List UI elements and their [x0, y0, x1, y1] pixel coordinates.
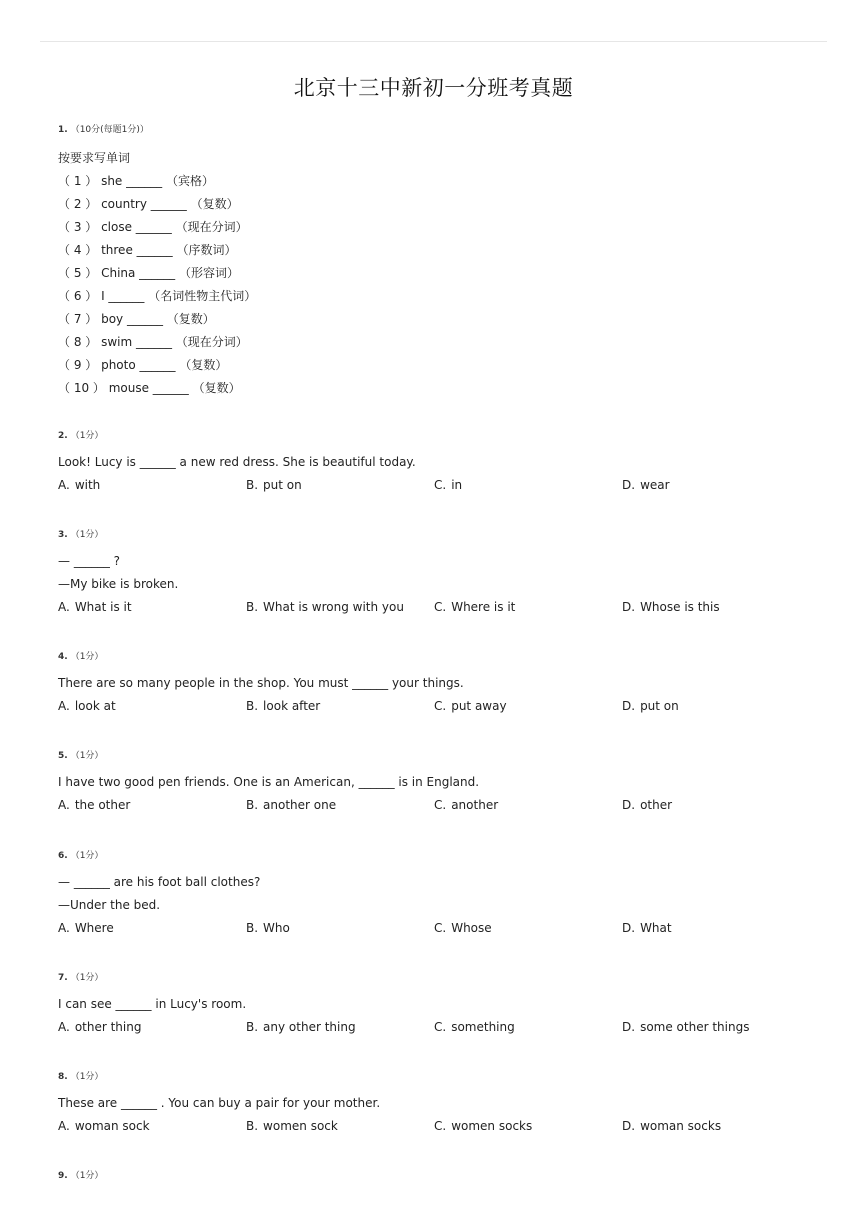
q1-item-9: （ 9 ） photo ______ （复数） — [58, 358, 228, 372]
page-title: 北京十三中新初一分班考真题 — [293, 76, 574, 100]
q1-item-3: （ 3 ） close ______ （现在分词） — [58, 220, 248, 234]
q1-item-5: （ 5 ） China ______ （形容词） — [58, 266, 239, 280]
question-9-header — [58, 1168, 103, 1181]
question-number: 2. — [58, 431, 68, 441]
question-number: 4. — [58, 652, 68, 662]
q1-item-7: （ 7 ） boy ______ （复数） — [58, 312, 215, 326]
top-divider — [40, 41, 827, 42]
q5-option-d: D. other — [622, 798, 673, 812]
question-score: （1分） — [70, 431, 104, 441]
question-number: 7. — [58, 973, 68, 983]
q1-item-8: （ 8 ） swim ______ （现在分词） — [58, 335, 248, 349]
question-score: （1分） — [70, 973, 104, 983]
q2-option-c: C. in — [434, 478, 463, 492]
q4-option-d: D. put on — [622, 699, 679, 713]
question-score: （10分(每题1分)） — [70, 125, 149, 135]
question-2-header — [58, 428, 103, 441]
q2-option-a: A. with — [58, 478, 101, 492]
q6-option-c: C. Whose — [434, 921, 492, 935]
question-4-header — [58, 649, 103, 662]
q8-option-b: B. women sock — [246, 1119, 338, 1133]
q5-option-c: C. another — [434, 798, 499, 812]
q7-option-c: C. something — [434, 1020, 515, 1034]
question-6-header — [58, 848, 103, 861]
q3-option-a: A. What is it — [58, 600, 132, 614]
question-score: （1分） — [70, 1072, 104, 1082]
q8-option-a: A. woman sock — [58, 1119, 150, 1133]
question-3-header — [58, 527, 103, 540]
question-number: 6. — [58, 851, 68, 861]
q4-option-c: C. put away — [434, 699, 507, 713]
q2-option-b: B. put on — [246, 478, 302, 492]
question-number: 9. — [58, 1171, 68, 1181]
question-3-stem-2: —My bike is broken. — [58, 577, 179, 591]
q5-option-a: A. the other — [58, 798, 131, 812]
q6-option-b: B. Who — [246, 921, 290, 935]
q3-option-d: D. Whose is this — [622, 600, 720, 614]
question-6-stem-2: —Under the bed. — [58, 898, 161, 912]
question-score: （1分） — [70, 851, 104, 861]
question-7-stem: I can see ______ in Lucy's room. — [58, 997, 247, 1011]
question-7-header — [58, 970, 103, 983]
question-number: 1. — [58, 125, 68, 135]
question-5-stem: I have two good pen friends. One is an American, ______ is in England. — [58, 775, 480, 789]
q8-option-d: D. woman socks — [622, 1119, 722, 1133]
q1-item-10: （ 10 ） mouse ______ （复数） — [58, 381, 241, 395]
question-score: （1分） — [70, 652, 104, 662]
q7-option-d: D. some other things — [622, 1020, 750, 1034]
q2-option-d: D. wear — [622, 478, 670, 492]
q3-option-c: C. Where is it — [434, 600, 516, 614]
q1-item-2: （ 2 ） country ______ （复数） — [58, 197, 239, 211]
q4-option-a: A. look at — [58, 699, 116, 713]
question-number: 8. — [58, 1072, 68, 1082]
question-1-header — [58, 122, 149, 135]
q7-option-a: A. other thing — [58, 1020, 142, 1034]
q1-item-6: （ 6 ） I ______ （名词性物主代词） — [58, 289, 257, 303]
q6-option-d: D. What — [622, 921, 672, 935]
question-8-stem: These are ______ . You can buy a pair for your mother. — [58, 1096, 381, 1110]
question-score: （1分） — [70, 530, 104, 540]
q5-option-b: B. another one — [246, 798, 337, 812]
question-3-stem: — ______ ? — [58, 554, 120, 568]
question-score: （1分） — [70, 751, 104, 761]
question-1-instruction: 按要求写单词 — [58, 151, 131, 165]
q3-option-b: B. What is wrong with you — [246, 600, 404, 614]
question-6-stem: — ______ are his foot ball clothes? — [58, 875, 261, 889]
question-number: 5. — [58, 751, 68, 761]
q8-option-c: C. women socks — [434, 1119, 533, 1133]
q7-option-b: B. any other thing — [246, 1020, 356, 1034]
question-number: 3. — [58, 530, 68, 540]
question-8-header — [58, 1069, 103, 1082]
question-4-stem: There are so many people in the shop. You must ______ your things. — [58, 676, 464, 690]
question-5-header — [58, 748, 103, 761]
q1-item-1: （ 1 ） she ______ （宾格） — [58, 174, 214, 188]
q4-option-b: B. look after — [246, 699, 321, 713]
q6-option-a: A. Where — [58, 921, 114, 935]
question-2-stem: Look! Lucy is ______ a new red dress. She is beautiful today. — [58, 455, 416, 469]
question-score: （1分） — [70, 1171, 104, 1181]
q1-item-4: （ 4 ） three ______ （序数词） — [58, 243, 237, 257]
